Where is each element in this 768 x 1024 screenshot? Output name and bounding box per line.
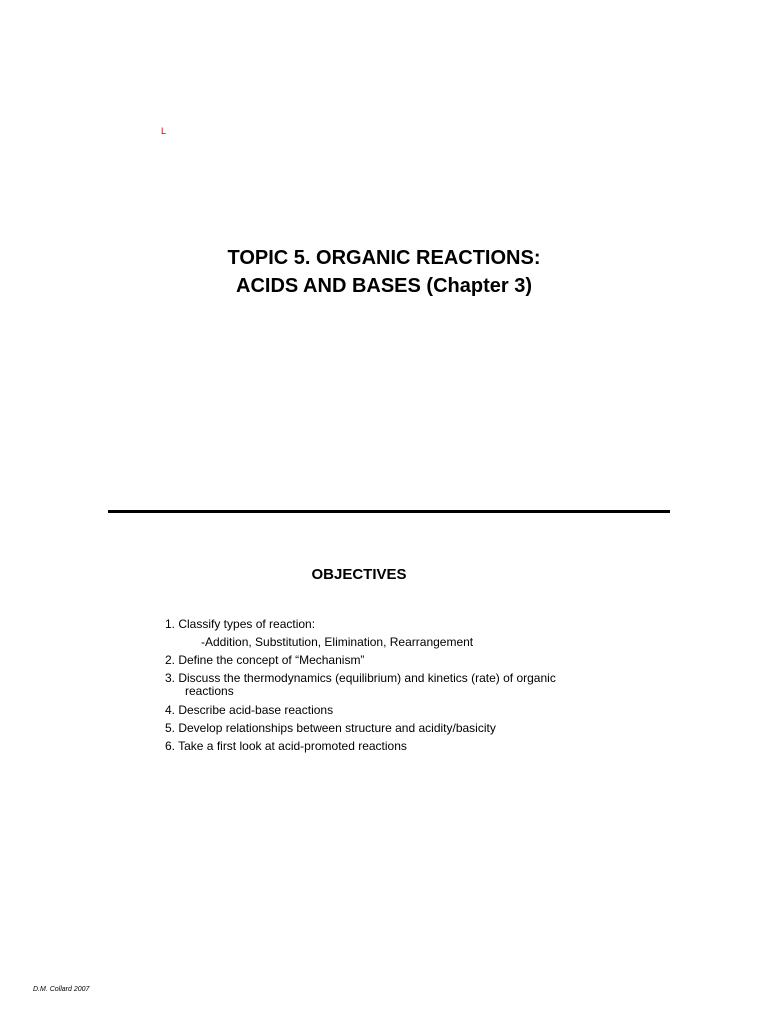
objectives-heading: OBJECTIVES [311,566,407,583]
title-line-2-bold: ACIDS AND BASES [236,275,421,297]
objective-4: 4. Describe acid-base reactions [165,703,334,717]
objective-6: 6. Take a first look at acid-promoted reactions [165,739,407,753]
objective-3-continued: reactions [185,684,234,698]
title-line-1: TOPIC 5. ORGANIC REACTIONS: [227,247,541,269]
objective-1: 1. Classify types of reaction: [165,617,316,631]
objective-1-detail: -Addition, Substitution, Elimination, Rearrangement [201,635,474,649]
title-line-2-rest: (Chapter 3) [420,275,532,297]
page-title [0,244,768,300]
footer-credit: D.M. Collard 2007 [33,986,90,993]
objective-3: 3. Discuss the thermodynamics (equilibrium) and kinetics (rate) of organic [165,671,556,685]
objectives-list [165,615,605,755]
corner-mark: L [161,126,167,136]
horizontal-rule [108,510,670,513]
objective-2: 2. Define the concept of “Mechanism” [165,653,365,667]
objective-5: 5. Develop relationships between structure and acidity/basicity [165,721,496,735]
title-line-2 [0,272,768,300]
